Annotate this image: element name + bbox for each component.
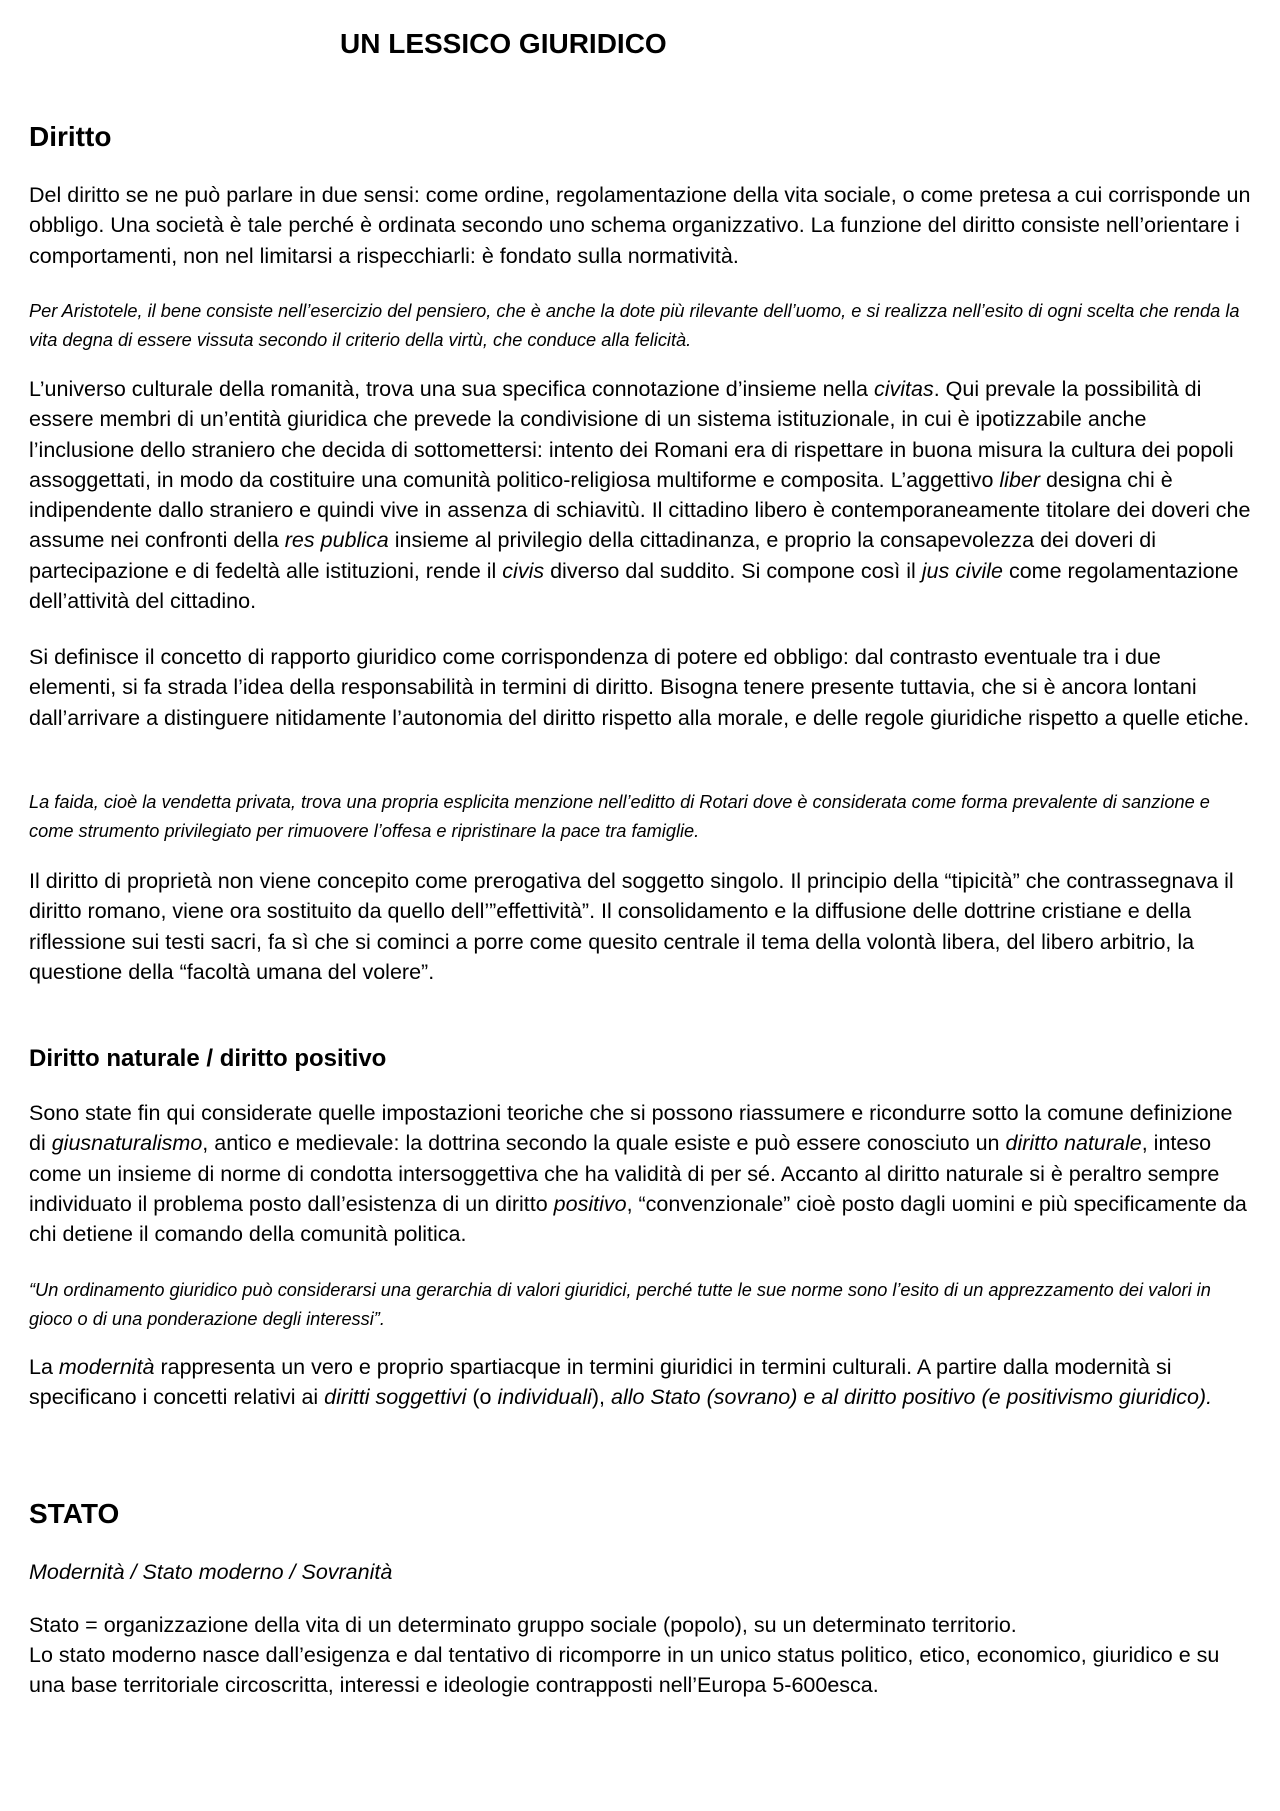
document-title: UN LESSICO GIURIDICO: [340, 28, 667, 59]
section-heading-stato: STATO: [29, 1498, 120, 1529]
section-heading-diritto-naturale: Diritto naturale / diritto positivo: [29, 1045, 387, 1072]
paragraph: Sono state fin qui considerate quelle impostazioni teoriche che si possono riassumere e ricondurre sotto la comune definizione di giusnaturalismo, antico e medievale: la dottrina secondo la quale esiste e può essere conosciuto un diritto naturale, inteso come un insieme di norme di condotta intersoggettiva che ha validità di per sé. Accanto al diritto naturale si è peraltro sempre individuato il problema posto dall’esistenza di un diritto positivo, “convenzionale” cioè posto dagli uomini e più specificamente da chi detiene il comando della comunità politica.: [29, 1101, 1247, 1247]
paragraph: Stato = organizzazione della vita di un determinato gruppo sociale (popolo), su un determinato territorio.: [29, 1613, 1017, 1637]
italic-note: La faida, cioè la vendetta privata, trova una propria esplicita menzione nell’editto di Rotari dove è considerata come forma prevalente di sanzione e come strumento privilegiato per rimuovere l’offesa e ripristinare la pace tra famiglie.: [29, 792, 1210, 841]
italic-quote: “Un ordinamento giuridico può considerarsi una gerarchia di valori giuridici, perché tutte le sue norme sono l’esito di un apprezzamento dei valori in gioco o di una ponderazione degli interessi”.: [29, 1280, 1211, 1329]
section-heading-diritto: Diritto: [29, 121, 112, 152]
paragraph: L’universo culturale della romanità, trova una sua specifica connotazione d’insieme nella civitas. Qui prevale la possibilità di essere membri di un’entità giuridica che prevede la condivisione di un sistema istituzionale, in cui è ipotizzabile anche l’inclusione dello straniero che decida di sottomettersi: intento dei Romani era di rispettare in buona misura la cultura dei popoli assoggettati, in modo da costituire una comunità politico-religiosa multiforme e composita. L’aggettivo liber designa chi è indipendente dallo straniero e quindi vive in assenza di schiavitù. Il cittadino libero è contemporaneamente titolare dei doveri che assume nei confronti della res publica insieme al privilegio della cittadinanza, e proprio la consapevolezza dei doveri di partecipazione e di fedeltà alle istituzioni, rende il civis diverso dal suddito. Si compone così il jus civile come regolamentazione dell’attività del cittadino.: [29, 377, 1251, 614]
paragraph: Si definisce il concetto di rapporto giuridico come corrispondenza di potere ed obbligo: dal contrasto eventuale tra i due elementi, si fa strada l’idea della responsabilità in termini di diritto. Bisogna tenere presente tuttavia, che si è ancora lontani dall’arrivare a distinguere nitidamente l’autonomia del diritto rispetto alla morale, e delle regole giuridiche rispetto a quelle etiche.: [29, 645, 1250, 730]
paragraph: Il diritto di proprietà non viene concepito come prerogativa del soggetto singolo. Il principio della “tipicità” che contrassegnava il diritto romano, viene ora sostituito da quello dell’”effettività”. Il consolidamento e la diffusione delle dottrine cristiane e della riflessione sui testi sacri, fa sì che si cominci a porre come quesito centrale il tema della volontà libera, del libero arbitrio, la questione della “facoltà umana del volere”.: [29, 869, 1234, 984]
paragraph: La modernità rappresenta un vero e proprio spartiacque in termini giuridici in termini culturali. A partire dalla modernità si specificano i concetti relativi ai diritti soggettivi (o individuali), allo Stato (sovrano) e al diritto positivo (e positivismo giuridico).: [29, 1355, 1213, 1410]
italic-note: Per Aristotele, il bene consiste nell’esercizio del pensiero, che è anche la dote più rilevante dell’uomo, e si realizza nell’esito di ogni scelta che renda la vita degna di essere vissuta secondo il criterio della virtù, che conduce alla felicità.: [29, 301, 1240, 350]
paragraph: Del diritto se ne può parlare in due sensi: come ordine, regolamentazione della vita sociale, o come pretesa a cui corrisponde un obbligo. Una società è tale perché è ordinata secondo uno schema organizzativo. La funzione del diritto consiste nell’orientare i comportamenti, non nel limitarsi a rispecchiarli: è fondato sulla normatività.: [29, 183, 1251, 268]
section-subtitle: Modernità / Stato moderno / Sovranità: [29, 1560, 393, 1584]
paragraph: Lo stato moderno nasce dall’esigenza e dal tentativo di ricomporre in un unico status politico, etico, economico, giuridico e su una base territoriale circoscritta, interessi e ideologie contrapposti nell’Europa 5-600esca.: [29, 1643, 1220, 1698]
